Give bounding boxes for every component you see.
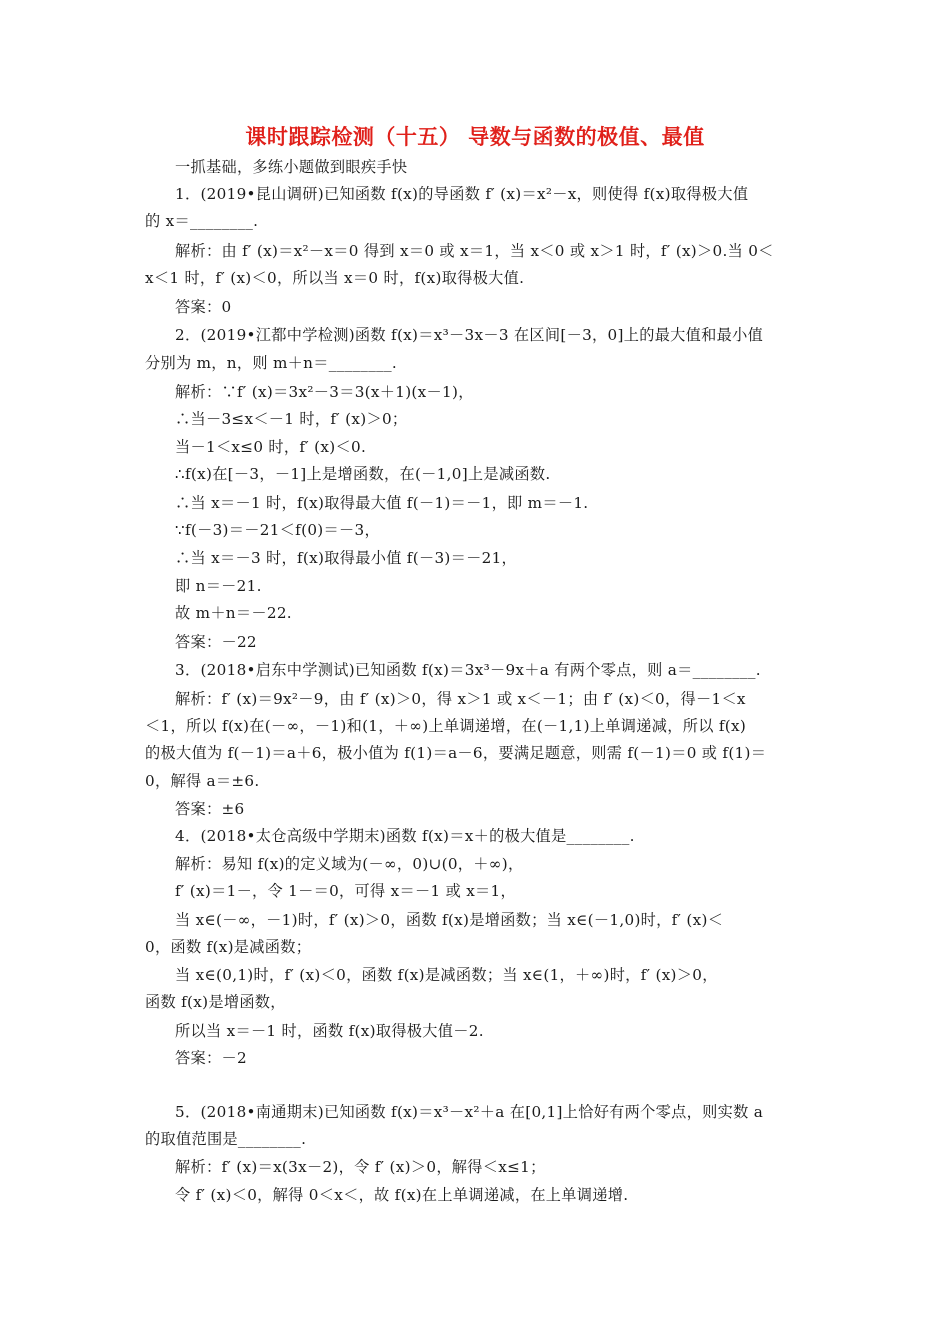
text-line: ∵f(－3)＝－21＜f(0)＝－3， (175, 521, 380, 539)
text-line: 函数 f(x)是增函数， (145, 993, 286, 1011)
text-line: 1．(2019•昆山调研)已知函数 f(x)的导函数 f′ (x)＝x²－x，则使得 f(x)取得极大值 (175, 185, 749, 203)
text-line: 即 n＝－21. (175, 577, 262, 595)
text-line: 解析：f′ (x)＝x(3x－2)，令 f′ (x)＞0，解得＜x≤1； (175, 1158, 546, 1176)
text-line: 的 x＝________. (145, 212, 259, 230)
text-line: 故 m＋n＝－22. (175, 604, 292, 622)
text-line: 2．(2019•江都中学检测)函数 f(x)＝x³－3x－3 在区间[－3，0]上的最大值和最小值 (175, 326, 764, 344)
text-line: 5．(2018•南通期末)已知函数 f(x)＝x³－x²＋a 在[0,1]上恰好有两个零点，则实数 a (175, 1103, 764, 1121)
text-line: 当 x∈(0,1)时，f′ (x)＜0，函数 f(x)是减函数；当 x∈(1，＋∞)时，f′ (x)＞0， (175, 966, 718, 984)
text-line: 当－1＜x≤0 时，f′ (x)＜0. (175, 438, 367, 456)
text-line: 的取值范围是________. (145, 1130, 307, 1148)
text-line: x＜1 时，f′ (x)＜0，所以当 x＝0 时，f(x)取得极大值. (145, 269, 525, 287)
text-line: f′ (x)＝1－，令 1－＝0，可得 x＝－1 或 x＝1， (175, 882, 516, 900)
text-line: 解析：易知 f(x)的定义域为(－∞，0)∪(0，＋∞)， (175, 855, 524, 873)
text-line: 4．(2018•太仓高级中学期末)函数 f(x)＝x＋的极大值是________. (175, 827, 635, 845)
text-line: 答案：±6 (175, 800, 245, 818)
text-line: ＜1，所以 f(x)在(－∞，－1)和(1，＋∞)上单调递增，在(－1,1)上单调递减，所以 f(x) (145, 717, 747, 735)
text-line: ∴当－3≤x＜－1 时，f′ (x)＞0； (175, 410, 408, 428)
text-line: 答案：－22 (175, 633, 257, 651)
section-subtitle: 一抓基础，多练小题做到眼疾手快 (175, 158, 408, 176)
page-title: 课时跟踪检测（十五） 导数与函数的极值、最值 (245, 125, 705, 149)
text-line: 解析：由 f′ (x)＝x²－x＝0 得到 x＝0 或 x＝1，当 x＜0 或 x＞1 时，f′ (x)＞0.当 0＜ (175, 242, 774, 260)
text-line: 解析：f′ (x)＝9x²－9，由 f′ (x)＞0，得 x＞1 或 x＜－1；由 f′ (x)＜0，得－1＜x (175, 690, 746, 708)
text-line: 答案：－2 (175, 1049, 247, 1067)
text-line: 的极大值为 f(－1)＝a＋6，极小值为 f(1)＝a－6，要满足题意，则需 f(－1)＝0 或 f(1)＝ (145, 744, 767, 762)
text-line: 0，解得 a＝±6. (145, 772, 260, 790)
text-line: 当 x∈(－∞，－1)时，f′ (x)＞0，函数 f(x)是增函数；当 x∈(－1,0)时，f′ (x)＜ (175, 911, 724, 929)
text-line: 3．(2018•启东中学测试)已知函数 f(x)＝3x³－9x＋a 有两个零点，则 a＝________. (175, 661, 761, 679)
text-line: 令 f′ (x)＜0，解得 0＜x＜，故 f(x)在上单调递减，在上单调递增. (175, 1186, 629, 1204)
text-line: ∴当 x＝－1 时，f(x)取得最大值 f(－1)＝－1，即 m＝－1. (175, 494, 589, 512)
text-line: 分别为 m，n，则 m＋n＝________. (145, 354, 397, 372)
text-line: 解析：∵f′ (x)＝3x²－3＝3(x＋1)(x－1)， (175, 383, 474, 401)
text-line: 答案：0 (175, 298, 232, 316)
text-line: 0，函数 f(x)是减函数； (145, 938, 312, 956)
text-line: 所以当 x＝－1 时，函数 f(x)取得极大值－2. (175, 1022, 484, 1040)
text-line: ∴f(x)在[－3，－1]上是增函数，在(－1,0]上是减函数. (175, 465, 551, 483)
text-line: ∴当 x＝－3 时，f(x)取得最小值 f(－3)＝－21， (175, 549, 518, 567)
